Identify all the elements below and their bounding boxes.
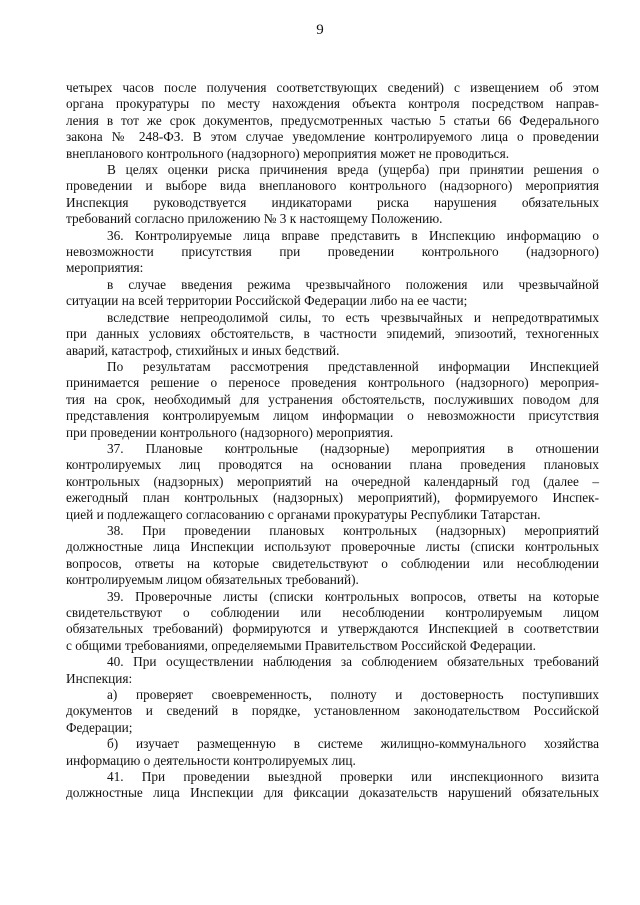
- text-line: при данных условиях обстоятельств, в частности эпидемий, эпизоотий, техногенных: [66, 326, 599, 342]
- text-line: 41. При проведении выездной проверки или инспекционного визита: [107, 769, 599, 785]
- text-line: внепланового контрольного (надзорного) мероприятия может не проводиться.: [66, 145, 510, 161]
- text-line: требований согласно приложению № 3 к настоящему Положению.: [66, 211, 443, 227]
- text-line: ситуации на всей территории Российской Федерации либо на ее части;: [66, 293, 468, 309]
- text-line: 40. При осуществлении наблюдения за соблюдением обязательных требований: [107, 654, 599, 670]
- text-line: мероприятия:: [66, 260, 144, 276]
- document-body: [66, 80, 599, 802]
- text-line: четырех часов после получения соответствующих сведений) с извещением об этом: [66, 80, 599, 95]
- text-line: должностные лица Инспекции используют проверочные листы (списки контрольных: [66, 539, 599, 555]
- text-line: вследствие непреодолимой силы, то есть чрезвычайных и непредотвратимых: [107, 309, 599, 325]
- text-line: невозможности присутствия при проведении контрольного (надзорного): [66, 244, 599, 260]
- text-line: 38. При проведении плановых контрольных (надзорных) мероприятий: [107, 522, 599, 538]
- text-line: ежегодный план контрольных (надзорных) мероприятий), формируемого Инспек-: [66, 490, 599, 506]
- page-number: 9: [316, 22, 324, 38]
- text-line: в случае введения режима чрезвычайного положения или чрезвычайной: [107, 276, 599, 292]
- text-line: должностные лица Инспекции для фиксации доказательств нарушений обязательных: [66, 785, 599, 801]
- text-line: По результатам рассмотрения представленной информации Инспекцией: [107, 358, 599, 374]
- text-line: В целях оценки риска причинения вреда (ущерба) при принятии решения о: [107, 162, 599, 178]
- text-line: с общими требованиями, определяемыми Правительством Российской Федерации.: [66, 637, 536, 653]
- text-line: контрольных (надзорных) мероприятий на очередной календарный год (далее –: [66, 473, 599, 489]
- text-line: принимается решение о переносе проведения контрольного (надзорного) мероприя-: [66, 375, 599, 391]
- text-line: б) изучает размещенную в системе жилищно-коммунального хозяйства: [107, 736, 599, 752]
- text-line: свидетельствуют о соблюдении или несоблюдении контролируемым лицом: [66, 605, 599, 620]
- text-line: Инспекция руководствуется индикаторами риска нарушения обязательных: [66, 194, 599, 210]
- text-line: контролируемым лицом обязательных требований).: [66, 572, 359, 588]
- text-line: цией и подлежащего согласованию с органами прокуратуры Республики Татарстан.: [66, 506, 541, 522]
- text-line: органа прокуратуры по месту нахождения объекта контроля посредством направ-: [66, 96, 599, 112]
- text-line: Федерации;: [66, 719, 133, 735]
- text-line: представления контролируемым лицом информации о невозможности присутствия: [66, 408, 599, 424]
- text-line: а) проверяет своевременность, полноту и достоверность поступивших: [107, 687, 599, 703]
- text-line: тия на срок, необходимый для устранения обстоятельств, послуживших поводом для: [66, 391, 599, 407]
- text-line: обязательных требований) формируются и утверждаются Инспекцией в соответствии: [66, 621, 599, 637]
- text-line: ления в тот же срок документов, предусмотренных частью 5 статьи 66 Федерального: [66, 112, 599, 128]
- text-line: аварий, катастроф, стихийных и иных бедствий.: [66, 342, 340, 358]
- text-line: при проведении контрольного (надзорного) мероприятия.: [66, 424, 394, 440]
- text-line: информацию о деятельности контролируемых лиц.: [66, 752, 356, 768]
- text-line: 39. Проверочные листы (списки контрольных вопросов, ответы на которые: [107, 588, 599, 604]
- text-line: контролируемых лиц проводятся на основании плана проведения плановых: [66, 457, 599, 473]
- text-line: документов и сведений в порядке, установленном законодательством Российской: [66, 703, 599, 719]
- text-line: 37. Плановые контрольные (надзорные) мероприятия в отношении: [107, 440, 599, 456]
- text-line: проведении и выборе вида внепланового контрольного (надзорного) мероприятия: [66, 178, 599, 194]
- text-line: Инспекция:: [66, 670, 133, 686]
- text-line: 36. Контролируемые лица вправе представить в Инспекцию информацию о: [107, 227, 599, 243]
- text-line: закона № 248-ФЗ. В этом случае уведомление контролируемого лица о проведении: [66, 129, 599, 145]
- text-line: вопросов, ответы на которые свидетельствуют о соблюдении или несоблюдении: [66, 555, 599, 571]
